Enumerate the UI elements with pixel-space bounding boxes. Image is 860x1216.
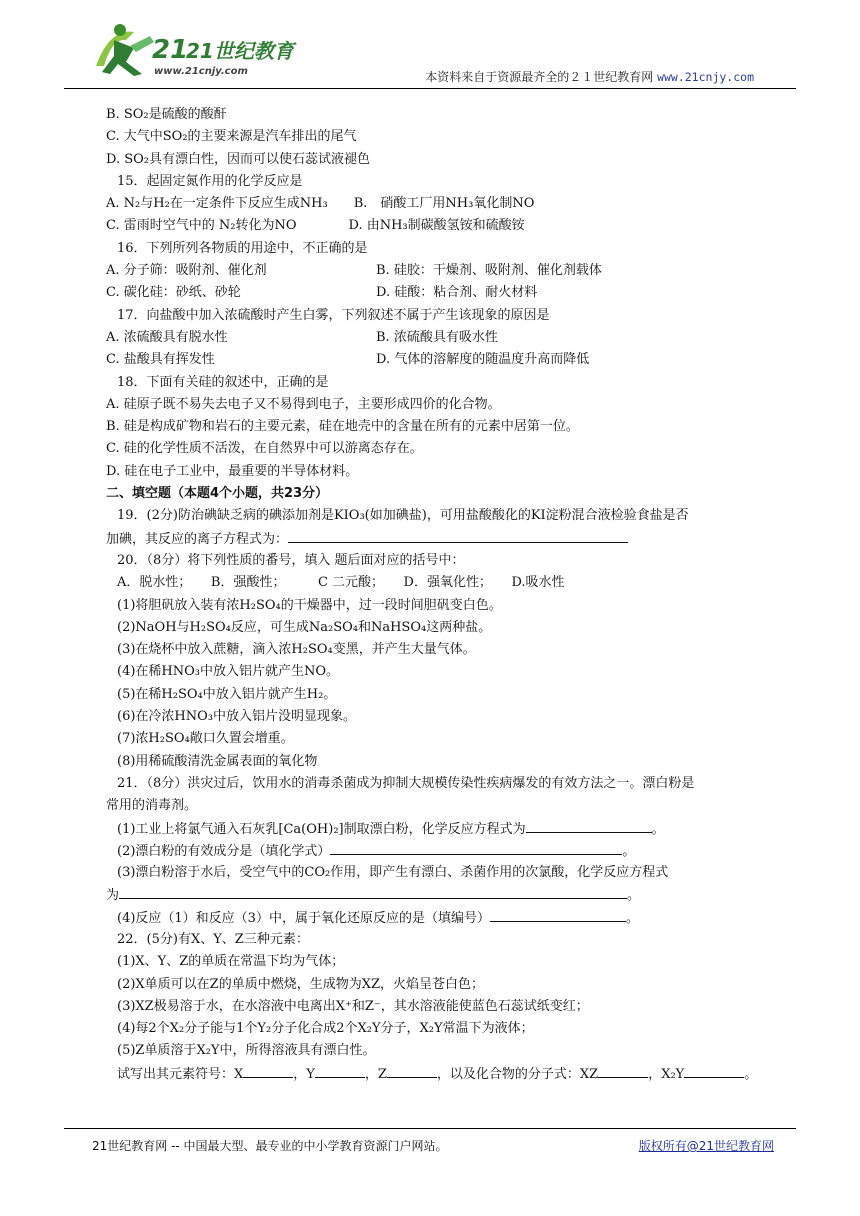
item-row: (8)用稀硫酸清洗金属表面的氧化物 bbox=[117, 753, 318, 769]
answer-blank[interactable] bbox=[684, 1063, 744, 1078]
text-line: (1)工业上将氯气通入石灰乳[Ca(OH)₂]制取漂白粉，化学反应方程式为 。 bbox=[106, 818, 786, 840]
text-line: (1)X、Y、Z的单质在常温下均为气体； bbox=[117, 954, 345, 970]
text-line: (4)每2个X₂分子能与1个Y₂分子化合成2个X₂Y分子，X₂Y常温下为液体； bbox=[117, 1021, 534, 1037]
option-row bbox=[106, 260, 786, 282]
text-line: (4)反应（1）和反应（3）中，属于氧化还原反应的是（填编号） 。 bbox=[106, 907, 786, 929]
option-d: D. 气体的溶解度的随温度升高而降低 bbox=[376, 352, 590, 368]
text-line: A. N₂与H₂在一定条件下反应生成NH₃ B. 硝酸工厂用NH₃氧化制NO bbox=[106, 196, 535, 212]
option-b: B. 浓硫酸具有吸水性 bbox=[376, 329, 498, 345]
option-b: B. 硅胶：干燥剂、吸附剂、催化剂载体 bbox=[376, 263, 602, 279]
option-row bbox=[106, 282, 786, 304]
text-line: 常用的消毒剂。 bbox=[106, 798, 198, 814]
option-row bbox=[106, 327, 786, 349]
question-22: 22．(5分)有X、Y、Z三种元素： bbox=[117, 931, 309, 947]
item-row: (5)在稀H₂SO₄中放入铝片就产生H₂。 bbox=[117, 686, 337, 702]
answer-blank[interactable] bbox=[288, 528, 628, 543]
header-source-text: 本资料来自于资源最齐全的２１世纪教育网 bbox=[425, 70, 654, 84]
item-row: (1)将胆矾放入装有浓H₂SO₄的干燥器中，过一段时间胆矾变白色。 bbox=[117, 597, 502, 613]
option-c: C. 碳化硅：砂纸、砂轮 bbox=[106, 285, 241, 301]
logo-url: www.21cnjy.com bbox=[154, 66, 248, 77]
question-16: 16．下列所列各物质的用途中，不正确的是 bbox=[117, 240, 368, 256]
text-line: 为 。 bbox=[106, 884, 786, 906]
question-20: 20．（8分）将下列性质的番号，填入 题后面对应的括号中： bbox=[117, 552, 465, 568]
header-divider bbox=[64, 88, 796, 89]
question-21: 21．（8分）洪灾过后，饮用水的消毒杀菌成为抑制大规模传染性疾病爆发的有效方法之一。漂白粉是 bbox=[117, 775, 695, 791]
item-row: (6)在冷浓HNO₃中放入铝片没明显现象。 bbox=[117, 709, 356, 725]
answer-blank[interactable] bbox=[387, 1063, 437, 1078]
text-line: D. 硅在电子工业中，最重要的半导体材料。 bbox=[106, 463, 359, 479]
option-d: D. 硅酸：粘合剂、耐火材料 bbox=[376, 285, 538, 301]
answer-blank[interactable] bbox=[330, 840, 622, 855]
answer-blank[interactable] bbox=[598, 1063, 648, 1078]
question-15: 15．起固定氮作用的化学反应是 bbox=[117, 173, 303, 189]
property-options: A．脱水性； B．强酸性； C 二元酸； D．强氧化性； D.吸水性 bbox=[117, 575, 565, 591]
item-row: (3)在烧杯中放入蔗糖，滴入浓H₂SO₄变黑，并产生大量气体。 bbox=[117, 642, 476, 658]
footer-divider bbox=[64, 1128, 796, 1129]
section-heading: 二、填空题（本题4个小题，共23分） bbox=[106, 486, 329, 502]
svg-text:21: 21 bbox=[152, 35, 189, 65]
document-body bbox=[106, 104, 786, 1085]
text-line: C. 硅的化学性质不活泼，在自然界中可以游离态存在。 bbox=[106, 441, 423, 457]
answer-blank[interactable] bbox=[119, 884, 627, 899]
text-line: B. SO₂是硫酸的酸酐 bbox=[106, 107, 227, 122]
text-line: (2)X单质可以在Z的单质中燃烧，生成物为XZ，火焰呈苍白色； bbox=[117, 976, 484, 992]
option-row bbox=[106, 349, 786, 371]
question-18: 18．下面有关硅的叙述中，正确的是 bbox=[117, 374, 329, 390]
option-a: A. 浓硫酸具有脱水性 bbox=[106, 329, 228, 345]
header-source bbox=[425, 68, 754, 85]
logo-text: 21世纪教育 bbox=[186, 39, 294, 63]
text-line: B. 硅是构成矿物和岩石的主要元素，硅在地壳中的含量在所有的元素中居第一位。 bbox=[106, 419, 579, 435]
text-line: A. 硅原子既不易失去电子又不易得到电子，主要形成四价的化合物。 bbox=[106, 396, 501, 412]
question-19: 19．(2分)防治碘缺乏病的碘添加剂是KIO₃(如加碘盐)，可用盐酸酸化的KI淀粉混合液检验食盐是否 bbox=[117, 508, 689, 524]
answer-blank[interactable] bbox=[526, 818, 652, 833]
answer-blank[interactable] bbox=[490, 907, 626, 922]
text-line: C. 雷雨时空气中的 N₂转化为NO D. 由NH₃制碳酸氢铵和硫酸铵 bbox=[106, 218, 525, 234]
text-line: 加碘，其反应的离子方程式为： bbox=[106, 528, 786, 550]
text-line: D. SO₂具有漂白性，因而可以使石蕊试液褪色 bbox=[106, 151, 370, 167]
option-c: C. 盐酸具有挥发性 bbox=[106, 352, 215, 368]
footer-copyright-link[interactable]: 版权所有@21世纪教育网 bbox=[638, 1139, 774, 1153]
text-line: (3)漂白粉溶于水后，受空气中的CO₂作用，即产生有漂白、杀菌作用的次氯酸，化学反应方程式 bbox=[117, 865, 669, 881]
option-a: A. 分子筛：吸附剂、催化剂 bbox=[106, 263, 267, 279]
site-logo bbox=[90, 18, 294, 80]
item-row: (4)在稀HNO₃中放入铝片就产生NO。 bbox=[117, 664, 340, 680]
answer-blank[interactable] bbox=[315, 1063, 365, 1078]
header-source-url[interactable]: www.21cnjy.com bbox=[657, 70, 754, 84]
text-line: (3)XZ极易溶于水，在水溶液中电离出X⁺和Z⁻，其水溶液能使蓝色石蕊试纸变红； bbox=[117, 998, 589, 1014]
page-header bbox=[0, 0, 860, 92]
text-line: 试写出其元素符号：X ，Y ，Z ，以及化合物的分子式：XZ ，X₂Y 。 bbox=[106, 1063, 786, 1085]
text-line: (2)漂白粉的有效成分是（填化学式） 。 bbox=[106, 840, 786, 862]
item-row: (2)NaOH与H₂SO₄反应，可生成Na₂SO₄和NaHSO₄这两种盐。 bbox=[117, 619, 492, 635]
footer-text: 21世纪教育网 -- 中国最大型、最专业的中小学教育资源门户网站。 bbox=[92, 1139, 448, 1153]
question-17: 17．向盐酸中加入浓硫酸时产生白雾，下列叙述不属于产生该现象的原因是 bbox=[117, 307, 550, 323]
item-row: (7)浓H₂SO₄敞口久置会增重。 bbox=[117, 731, 294, 747]
answer-blank[interactable] bbox=[243, 1063, 293, 1078]
text-line: (5)Z单质溶于X₂Y中，所得溶液具有漂白性。 bbox=[117, 1043, 376, 1059]
text-line: C. 大气中SO₂的主要来源是汽车排出的尾气 bbox=[106, 129, 357, 145]
